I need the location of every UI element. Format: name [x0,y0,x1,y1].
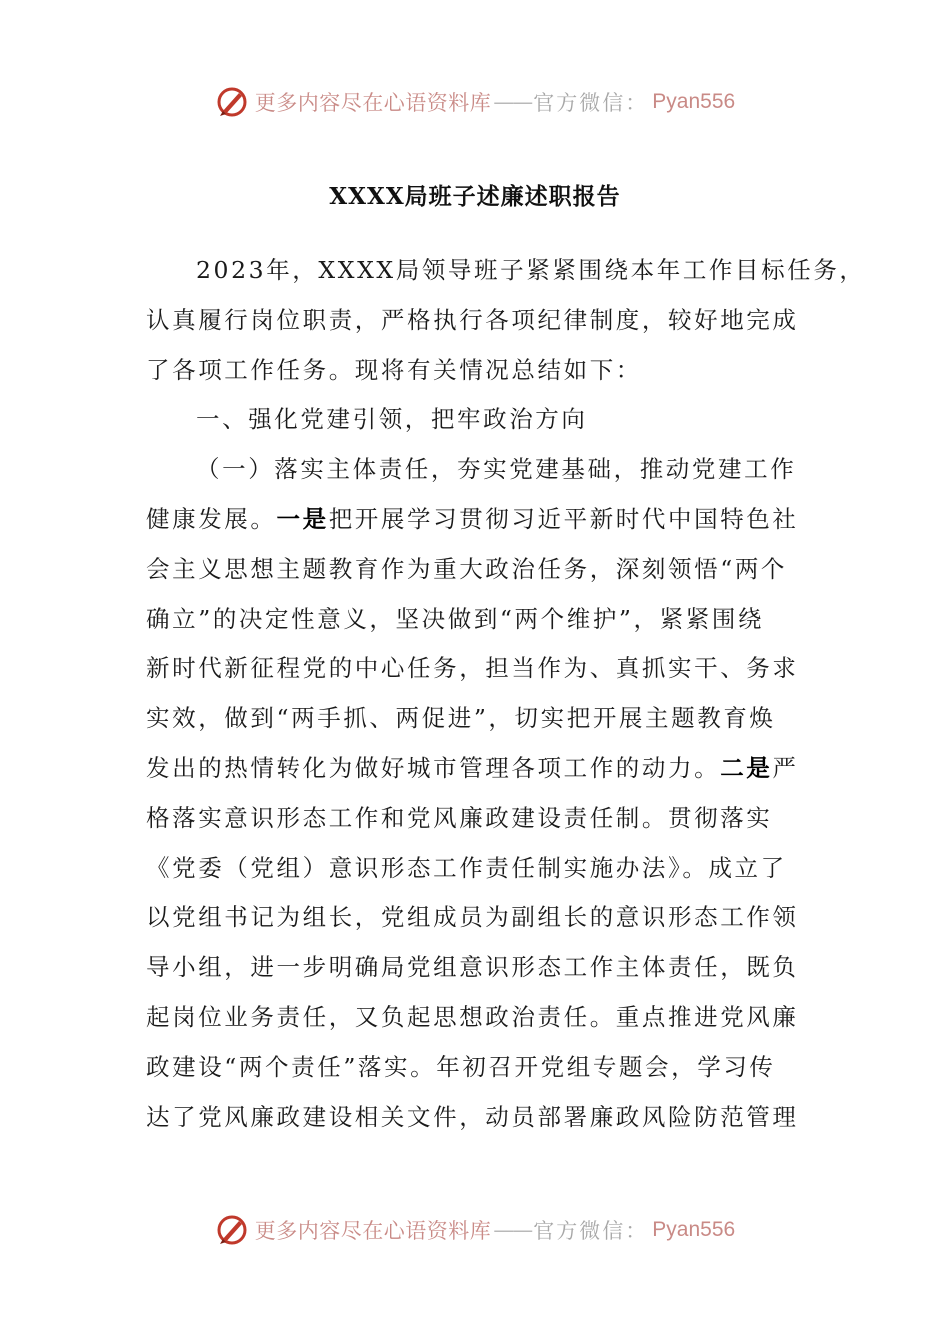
document-body [146,246,866,1142]
pen-logo-icon [215,1213,249,1247]
body-line: 新时代新征程党的中心任务，担当作为、真抓实干、务求 [146,654,799,683]
watermark-dash: —— [493,1218,532,1242]
watermark-id: Pyan556 [652,90,736,113]
body-line: 《党委（党组）意识形态工作责任制实施办法》。成立了 [146,853,787,882]
body-line: 认真履行岗位职责，严格执行各项纪律制度，较好地完成 [146,305,799,334]
body-line: 了各项工作任务。现将有关情况总结如下： [146,355,642,384]
header-watermark [0,80,950,124]
line-text: 严 [772,753,799,782]
watermark-official: 官方微信： [533,91,649,115]
watermark-dash: —— [493,90,532,114]
bold-marker: 一是 [276,504,329,533]
body-line: 以党组书记为组长，党组成员为副组长的意识形态工作领 [146,903,799,932]
body-line: 确立”的决定性意义，坚决做到“两个维护”，紧紧围绕 [146,604,765,633]
body-line: 格落实意识形态工作和党风廉政建设责任制。贯彻落实 [146,803,773,832]
body-line: 实效，做到“两手抓、两促进”，切实把开展主题教育焕 [146,704,776,733]
line-text: 把开展学习贯彻习近平新时代中国特色社 [328,504,799,533]
body-line [146,744,811,794]
pen-logo-icon [215,85,249,119]
watermark-text: 更多内容尽在心语资料库 [254,1219,492,1243]
body-line: 2023年，XXXX局领导班子紧紧围绕本年工作目标任务， [196,256,866,284]
section-heading: 一、强化党建引领，把牢政治方向 [196,405,588,434]
line-text: 发出的热情转化为做好城市管理各项工作的动力。 [146,753,721,782]
watermark-text: 更多内容尽在心语资料库 [254,91,492,115]
line-text: 健康发展。 [146,504,277,533]
footer-watermark [0,1208,950,1252]
subsection-heading: （一）落实主体责任，夯实党建基础，推动党建工作 [196,455,797,484]
document-title: XXXX局班子述廉述职报告 [329,183,621,210]
watermark-id: Pyan556 [652,1218,736,1241]
body-line: 会主义思想主题教育作为重大政治任务，深刻领悟“两个 [146,554,788,583]
bold-marker: 二是 [720,753,773,782]
body-line: 起岗位业务责任，又负起思想政治责任。重点推进党风廉 [146,1002,799,1031]
watermark-official: 官方微信： [533,1219,649,1243]
body-line: 达了党风廉政建设相关文件，动员部署廉政风险防范管理 [146,1102,799,1131]
body-line: 导小组，进一步明确局党组意识形态工作主体责任，既负 [146,953,799,982]
body-line [146,495,811,545]
body-line: 政建设“两个责任”落实。年初召开党组专题会，学习传 [146,1052,776,1081]
